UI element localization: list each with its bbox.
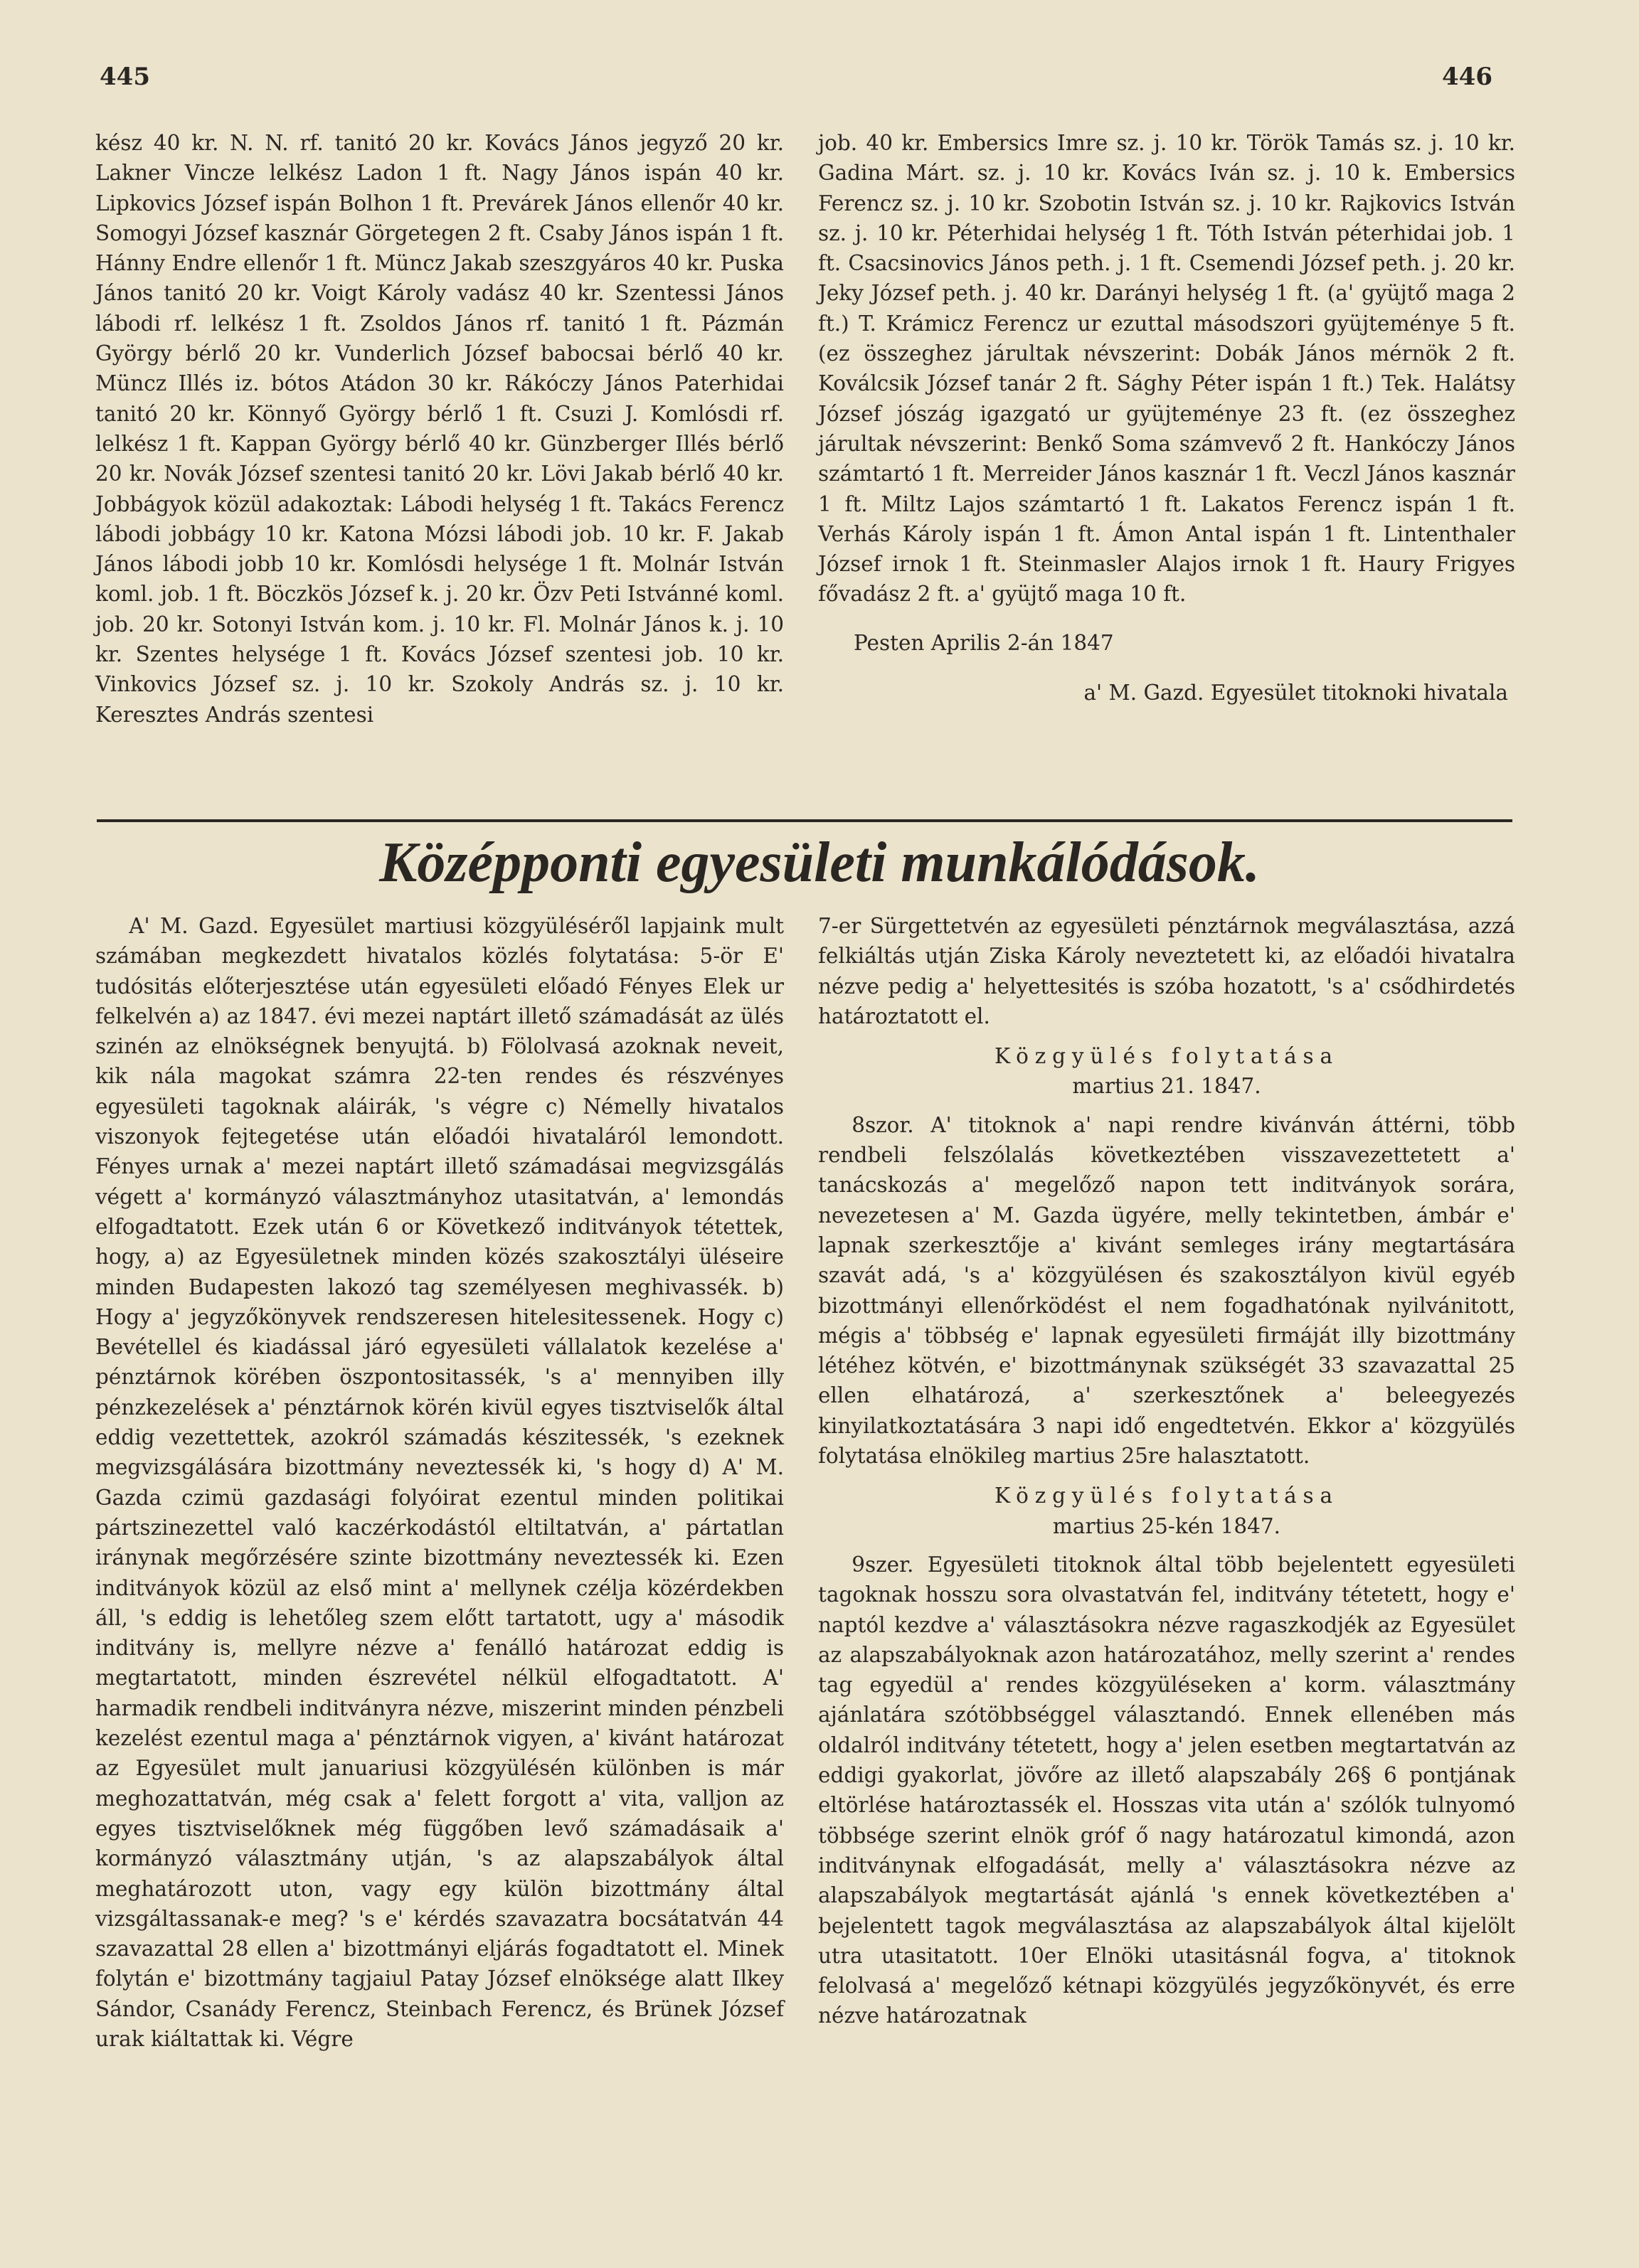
section-date-1: martius 21. 1847.: [1072, 1074, 1261, 1099]
article-intro-right: 7-er Sürgettetvén az egyesületi pénztárnok megválasztása, azzá felkiáltás utján Ziska Károly neveztetett ki, az előadói hivatalra nézve pedig a' helyettesités is szóba hozatott, 's a' csődhirdetés határoztatott el.: [818, 914, 1515, 1028]
section-title-2: Közgyülés folytatása: [994, 1484, 1339, 1508]
top-left-column: [95, 128, 784, 730]
article-text-left: A' M. Gazd. Egyesület martiusi közgyüléséről lapjaink mult számában megkezdett hivatalos közlés folytatása: 5-ör E' tudósitás előterjesztése után egyesületi előadó Fényes Elek ur felkelvén a) az 1847. évi mezei naptárt illető számadását az ülés szinén az elnökségnek benyujtá. b) Fölolvasá azoknak neveit, kik nála magokat számra 22-ten rendes és részvényes egyesületi tagoknak aláirák, 's végre c) Némelly hivatalos viszonyok fejtegetése után előadói hivataláról lemondott. Fényes urnak a' mezei naptárt illető számadásai megvizsgálás végett a' kormányzó választmányhoz utasitatván, a' lemondás elfogadtatott. Ezek után 6 or Következő inditványok tétettek, hogy, a) az Egyesületnek minden közés szakosztályi üléseire minden Budapesten lakozó tag személyesen meghivassék. b) Hogy a' jegyzőkönyvek rendszeresen hitelesitessenek. Hogy c) Bevétellel és kiadással járó egyesületi vállalatok kezelése a' pénztárnok körében öszpontositassék, 's a' mennyiben illy pénzkezelések a' pénztárnok körén kivül egyes tisztviselők által eddig vezettettek, azokról számadás készitessék, 's ezeknek megvizsgálására bizottmány neveztessék ki, 's hogy d) A' M. Gazda czimü gazdasági folyóirat ezentul minden politikai pártszinezettel való kaczérkodástól eltiltatván, a' pártatlan iránynak megőrzésére szinte bizottmány neveztessék ki. Ezen inditványok közül az első mint a' mellynek czélja közérdekben áll, 's eddig is lehetőleg szem előtt tartatott, ugy a' második inditvány is, mellyre nézve a' fenálló határozat eddig is megtartatott, minden észrevétel nélkül elfogadtatott. A' harmadik rendbeli inditványra nézve, miszerint minden pénzbeli kezelést ezentul maga a' pénztárnok vigyen, a' kivánt határozat az Egyesület mult januariusi közgyülésén különben is már meghozattatván, még csak a' felett forgott a' vita, valljon az egyes tisztviselőknek még függőben levő számadásaik a' kormányzó választmány utján, 's az alapszabályok által meghatározott uton, vagy egy külön bizottmány által vizsgáltassanak-e meg? 's e' kérdés szavazatra bocsátatván 44 szavazattal 28 ellen a' bizottmányi eljárás fogadtatott el. Minek folytán e' bizottmány tagjaiul Patay József elnöksége alatt Ilkey Sándor, Csanády Ferencz, Steinbach Ferencz, és Brünek József urak kiáltattak ki. Végre: [95, 914, 784, 2051]
bottom-left-column: [95, 911, 784, 2054]
page-number-left: 445: [100, 63, 150, 91]
donor-list-left: kész 40 kr. N. N. rf. tanitó 20 kr. Kovács János jegyző 20 kr. Lakner Vincze lelkész Ladon 1 ft. Nagy János ispán 40 kr. Lipkovics József ispán Bolhon 1 ft. Prevárek János ellenőr 40 kr. Somogyi József kasznár Görgetegen 2 ft. Csaby János ispán 1 ft. Hánny Endre ellenőr 1 ft. Müncz Jakab szeszgyáros 40 kr. Puska János tanitó 20 kr. Voigt Károly vadász 40 kr. Szentessi János lábodi rf. lelkész 1 ft. Zsoldos János rf. tanitó 1 ft. Pázmán György bérlő 20 kr. Vunderlich József babocsai bérlő 40 kr. Müncz Illés iz. bótos Atádon 30 kr. Rákóczy János Paterhidai tanitó 20 kr. Könnyő György bérlő 1 ft. Csuzi J. Komlósdi rf. lelkész 1 ft. Kappan György bérlő 40 kr. Günzberger Illés bérlő 20 kr. Novák József szentesi tanitó 20 kr. Lövi Jakab bérlő 40 kr. Jobbágyok közül adakoztak: Lábodi helység 1 ft. Takács Ferencz lábodi jobbágy 10 kr. Katona Mózsi lábodi job. 10 kr. F. Jakab János lábodi jobb 10 kr. Komlósdi helysége 1 ft. Molnár István koml. job. 1 ft. Böczkös József k. j. 20 kr. Özv Peti Istvánné koml. job. 20 kr. Sotonyi István kom. j. 10 kr. Fl. Molnár János k. j. 10 kr. Szentes helysége 1 ft. Kovács József szentesi job. 10 kr. Vinkovics József sz. j. 10 kr. Szokoly András sz. j. 10 kr. Keresztes András szentesi: [95, 131, 784, 727]
donor-list-right: job. 40 kr. Embersics Imre sz. j. 10 kr. Török Tamás sz. j. 10 kr. Gadina Márt. sz. j. 10 kr. Kovács Iván sz. j. 10 k. Embersics Ferencz sz. j. 10 kr. Szobotin István sz. j. 10 kr. Rajkovics István sz. j. 10 kr. Péterhidai helység 1 ft. Tóth István péterhidai job. 1 ft. Csacsinovics János peth. j. 1 ft. Csemendi József peth. j. 20 kr. Jeky József peth. j. 40 kr. Darányi helység 1 ft. (a' gyüjtő maga 2 ft.) T. Krámicz Ferencz ur ezuttal másodszori gyüjteménye 5 ft. (ez összeghez járultak névszerint: Dobák János mérnök 2 ft. Koválcsik József tanár 2 ft. Sághy Péter ispán 1 ft.) Tek. Halátsy József jószág igazgató ur gyüjteménye 23 ft. (ez összeghez járultak névszerint: Benkő Soma számvevő 2 ft. Hankóczy János számtartó 1 ft. Merreider János kasznár 1 ft. Veczl János kasznár 1 ft. Miltz Lajos számtartó 1 ft. Lakatos Ferencz ispán 1 ft. Verhás Károly ispán 1 ft. Ámon Antal ispán 1 ft. Lintenthaler József irnok 1 ft. Steinmasler Alajos irnok 1 ft. Haury Frigyes fővadász 2 ft. a' gyüjtő maga 10 ft.: [818, 131, 1515, 607]
main-heading: Középponti egyesületi munkálódások.: [379, 831, 1260, 894]
signature: a' M. Gazd. Egyesület titoknoki hivatala: [1083, 681, 1508, 706]
top-right-column: [818, 128, 1515, 708]
section-text-1: 8szor. A' titoknok a' napi rendre kivánván áttérni, több rendbeli felszólalás következtében visszavezettetett a' tanácskozás a' megelőző napon tett inditványok sorára, nevezetesen a' M. Gazda ügyére, melly tekintetben, ámbár e' lapnak szerkesztője a' kivánt semleges irány megtartására szavát adá, 's a' közgyülésen és szakosztályon kivül egyéb bizottmányi ellenőrködést el nem fogadhatónak nyilvánitott, mégis a' többség e' lapnak egyesületi firmáját illy bizottmány létéhez kötvén, e' bizottmánynak szükségét 33 szavazattal 25 ellen elhatározá, a' szerkesztőnek a' beleegyezés kinyilatkoztatására 3 napi idő engedtetvén. Ekkor a' közgyülés folytatása elnökileg martius 25re halasztatott.: [818, 1112, 1515, 1469]
bottom-right-column: [818, 911, 1515, 2031]
section-text-2: 9szer. Egyesületi titoknok által több bejelentett egyesületi tagoknak hosszu sora olvastatván fel, inditvány tétetett, hogy e' naptól kezdve a' választásokra nézve ragaszkodjék az Egyesület az alapszabályoknak azon határozatához, melly szerint a' rendes tag egyedül a' rendes közgyüléseken a' korm. választmány ajánlatára szótöbbséggel választandó. Ennek ellenében más oldalról inditvány tétetett, hogy a' jelen esetben megtartatván az eddigi gyakorlat, jövőre az illető alapszabály 26§ 6 pontjának eltörlése határoztassék el. Hosszas vita után a' szólók tulnyomó többsége szerint elnök gróf ő nagy határozatul kimondá, azon inditványnak elfogadását, melly a' választásokra nézve az alapszabályok megtartását ajánlá 's ennek következtében a' bejelentett tagok megválasztása az alapszabályok által kijelölt utra utasitatott. 10er Elnöki utasitásnál fogva, a' titoknok felolvasá a' megelőző kétnapi közgyülés jegyzőkönyvét, és erre nézve határozatnak: [818, 1552, 1515, 2028]
section-title-1: Közgyülés folytatása: [994, 1044, 1339, 1069]
place-date: Pesten Aprilis 2-án 1847: [854, 630, 1114, 655]
page-number-right: 446: [1442, 63, 1492, 91]
section-divider: [97, 819, 1512, 822]
section-date-2: martius 25-kén 1847.: [1052, 1513, 1281, 1538]
